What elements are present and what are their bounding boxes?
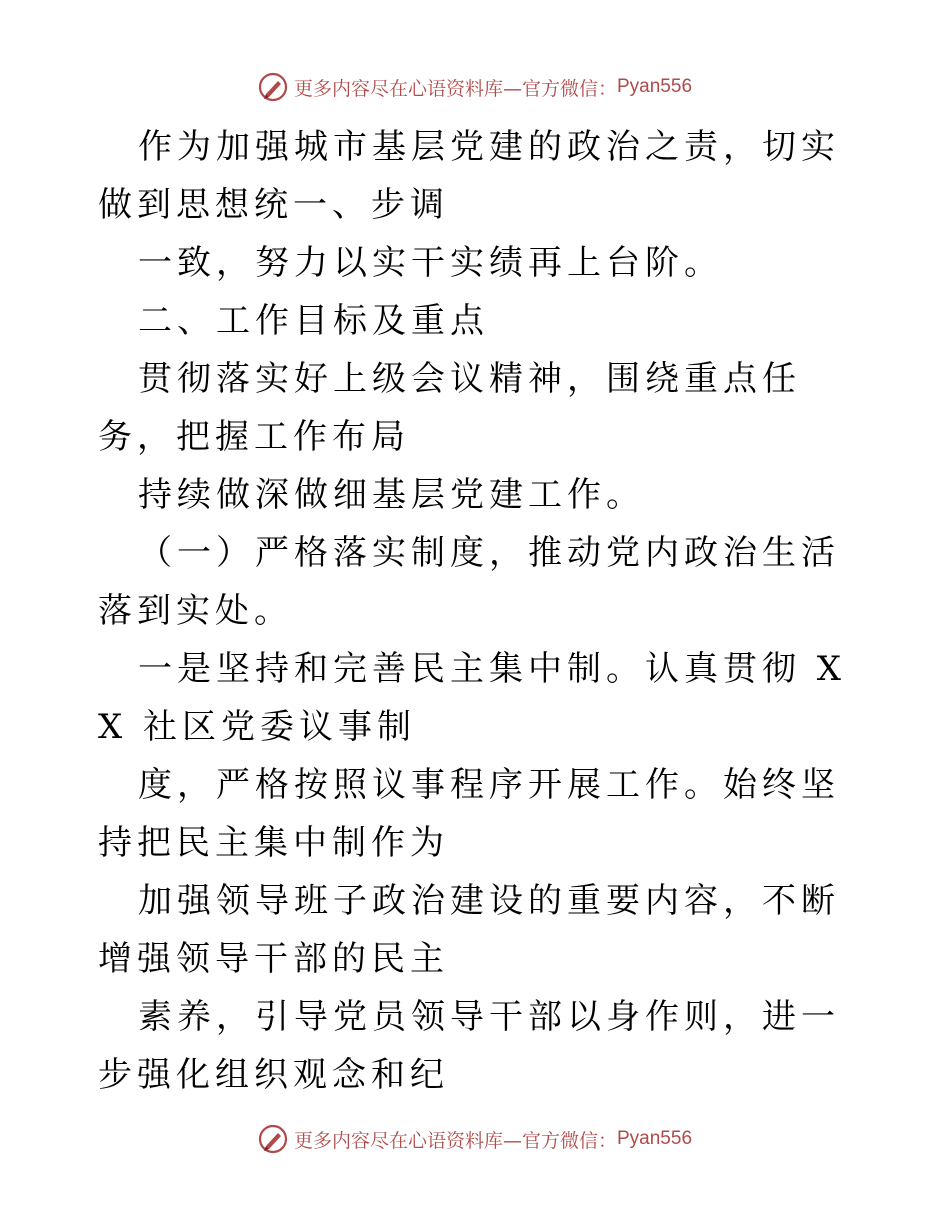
header-banner: [0, 72, 950, 102]
paragraph: 一致，努力以实干实绩再上台阶。: [138, 243, 723, 283]
paragraph: 作为加强城市基层党建的政治之责，切实做到思想统一、步调: [98, 127, 840, 225]
paragraph: 素养，引导党员领导干部以身作则，进一步强化组织观念和纪: [98, 997, 840, 1095]
footer-banner: [0, 1124, 950, 1154]
paragraph: 一是坚持和完善民主集中制。认真贯彻 XX 社区党委议事制: [98, 649, 847, 747]
paragraph: 度，严格按照议事程序开展工作。始终坚持把民主集中制作为: [98, 765, 840, 863]
document-body: [98, 118, 858, 1104]
header-text: 更多内容尽在心语资料库—官方微信：: [293, 77, 617, 100]
pen-logo-icon: [258, 1124, 288, 1154]
paragraph: （一）严格落实制度，推动党内政治生活落到实处。: [98, 533, 840, 631]
header-wechat-id: Pyan556: [617, 76, 693, 97]
paragraph: 贯彻落实好上级会议精神，围绕重点任务，把握工作布局: [98, 359, 801, 457]
footer-text: 更多内容尽在心语资料库—官方微信：: [293, 1129, 617, 1152]
paragraph: 加强领导班子政治建设的重要内容，不断增强领导干部的民主: [98, 881, 840, 979]
paragraph: 持续做深做细基层党建工作。: [138, 475, 645, 515]
paragraph: 二、工作目标及重点: [138, 301, 489, 341]
footer-wechat-id: Pyan556: [617, 1128, 693, 1149]
pen-logo-icon: [258, 72, 288, 102]
